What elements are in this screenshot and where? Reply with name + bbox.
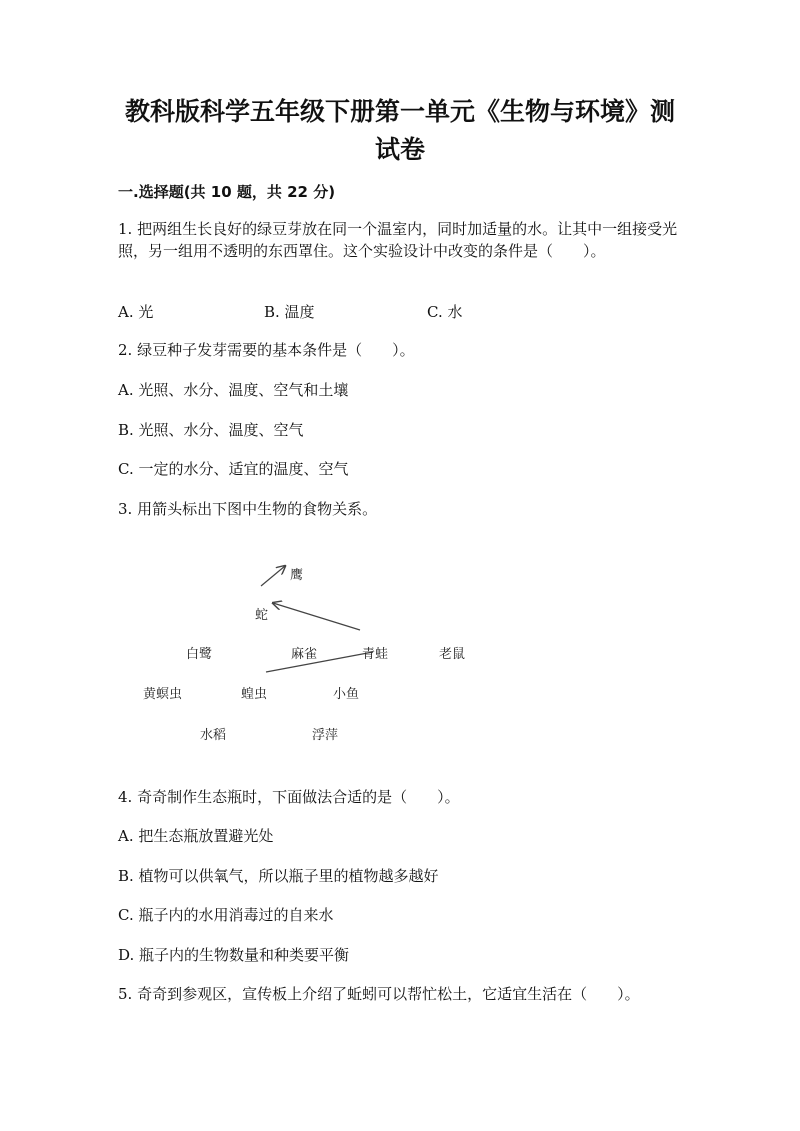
question-4-stem: 4. 奇奇制作生态瓶时，下面做法合适的是（ ）。: [118, 788, 460, 806]
node-snake: 蛇: [255, 608, 269, 623]
question-2-stem: 2. 绿豆种子发芽需要的基本条件是（ ）。: [118, 341, 415, 359]
node-duckweed: 浮萍: [312, 728, 339, 743]
node-yellow-borer: 黄螟虫: [143, 687, 183, 702]
section-heading: 一.选择题(共 10 题，共 22 分): [118, 183, 336, 201]
node-rice: 水稻: [200, 728, 227, 743]
node-eagle: 鹰: [290, 568, 304, 583]
question-2-option-c: C. 一定的水分、适宜的温度、空气: [118, 460, 349, 478]
node-egret: 白鹭: [186, 647, 213, 662]
page-title: 教科版科学五年级下册第一单元《生物与环境》测试卷: [124, 97, 675, 164]
node-sparrow: 麻雀: [291, 647, 318, 662]
question-4-option-d: D. 瓶子内的生物数量和种类要平衡: [118, 946, 350, 964]
arrow-snake-to-eagle: [261, 566, 285, 586]
node-small-fish: 小鱼: [333, 687, 360, 702]
question-1-option-c: C. 水: [427, 303, 463, 321]
question-1-option-a: A. 光: [118, 303, 154, 321]
question-4-option-c: C. 瓶子内的水用消毒过的自来水: [118, 906, 334, 924]
question-4-option-b: B. 植物可以供氧气，所以瓶子里的植物越多越好: [118, 867, 439, 885]
question-1-option-b: B. 温度: [264, 303, 315, 321]
question-4-option-a: A. 把生态瓶放置避光处: [118, 827, 274, 845]
food-web-diagram: [118, 548, 518, 758]
node-mouse: 老鼠: [439, 647, 466, 662]
question-2-option-a: A. 光照、水分、温度、空气和土壤: [118, 381, 349, 399]
question-1-stem: 1. 把两组生长良好的绿豆芽放在同一个温室内，同时加适量的水。让其中一组接受光照，另一组用不透明的东西罩住。这个实验设计中改变的条件是（ ）。: [118, 220, 678, 260]
line-locust-to-frog: [266, 652, 373, 672]
node-locust: 蝗虫: [241, 687, 268, 702]
question-2-option-b: B. 光照、水分、温度、空气: [118, 421, 304, 439]
arrow-frog-to-snake: [273, 603, 360, 630]
question-5-stem: 5. 奇奇到参观区，宣传板上介绍了蚯蚓可以帮忙松土，它适宜生活在（ ）。: [118, 985, 640, 1003]
node-frog: 青蛙: [362, 647, 389, 662]
question-3-stem: 3. 用箭头标出下图中生物的食物关系。: [118, 500, 378, 518]
